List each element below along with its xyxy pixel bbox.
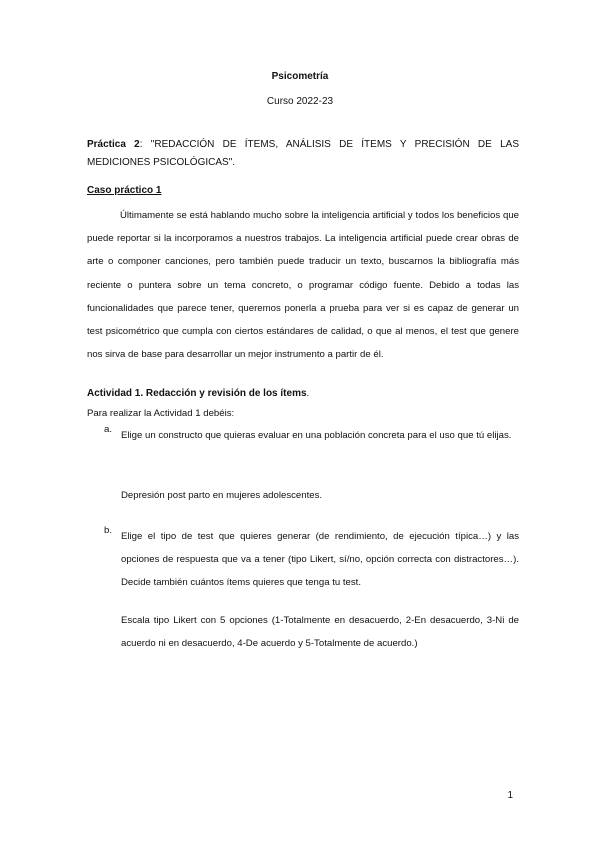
activity-intro: Para realizar la Actividad 1 debéis: <box>87 408 235 419</box>
list-text-a: Elige un constructo que quieras evaluar en una población concreta para el uso que tú elijas. <box>121 430 512 441</box>
page-number: 1 <box>507 790 513 801</box>
practice-title-text: : "REDACCIÓN DE ÍTEMS, ANÁLISIS DE ÍTEMS Y PRECISIÓN DE LAS MEDICIONES PSICOLÓGICAS". <box>87 139 519 168</box>
list-marker-b: b. <box>104 525 113 536</box>
list-text-b: Elige el tipo de test que quieres generar (de rendimiento, de ejecución típica…) y las opciones de respuesta que va a tener (tipo Likert, sí/no, opción correcta con distractores…). Decide también cuántos ítems quieres que tenga tu test. <box>121 531 519 589</box>
list-marker-a: a. <box>104 424 113 435</box>
case-heading: Caso práctico 1 <box>87 185 162 196</box>
activity-heading-period: . <box>306 388 310 399</box>
answer-b: Escala tipo Likert con 5 opciones (1-Totalmente en desacuerdo, 2-En desacuerdo, 3-Ni de acuerdo ni en desacuerdo, 4-De acuerdo y 5-Totalmente de acuerdo.) <box>121 615 519 650</box>
activity-heading <box>87 388 309 399</box>
course-year: Curso 2022-23 <box>266 96 334 107</box>
course-title: Psicometría <box>271 71 329 82</box>
practice-label: Práctica 2 <box>87 139 140 150</box>
answer-a: Depresión post parto en mujeres adolescentes. <box>121 490 323 501</box>
practice-title <box>87 136 519 172</box>
case-body-paragraph: Últimamente se está hablando mucho sobre la inteligencia artificial y todos los beneficios que puede reportar si la incorporamos a nuestros trabajos. La inteligencia artificial puede crear obras de arte o componer canciones, pero también puede traducir un texto, buscarnos la bibliografía más reciente o puntera sobre un tema concreto, o programar código fuente. Debido a todas las funcionalidades que parece tener, queremos ponerla a prueba para ver si es capaz de generar un test psicométrico que cumpla con ciertos estándares de calidad, o que al menos, el test que genere nos sirva de base para desarrollar un mejor instrumento a partir de él. <box>87 210 519 361</box>
activity-heading-text: Actividad 1. Redacción y revisión de los ítems <box>87 388 307 399</box>
